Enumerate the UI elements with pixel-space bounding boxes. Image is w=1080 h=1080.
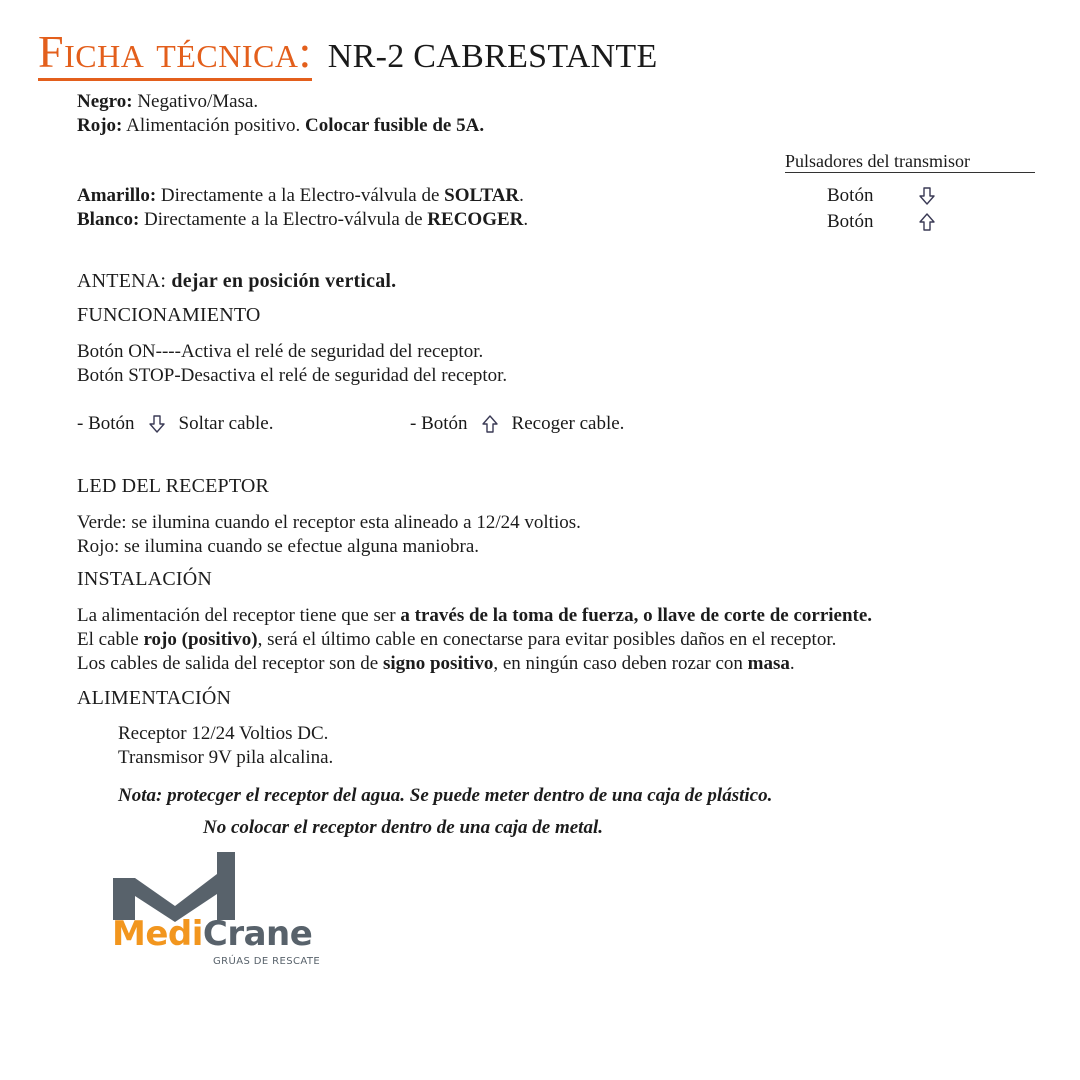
- wire-label: Blanco:: [77, 209, 140, 230]
- install-emphasis: masa: [747, 653, 790, 674]
- function-line: Botón ON----Activa el relé de seguridad del receptor.: [77, 341, 484, 362]
- section-heading-funcionamiento: FUNCIONAMIENTO: [77, 304, 261, 326]
- button-label: Botón: [827, 185, 874, 206]
- logo-tagline: GRÚAS DE RESCATE: [213, 956, 321, 967]
- antenna-note: [77, 269, 396, 293]
- transmitter-heading: Pulsadores del transmisor: [785, 150, 1035, 173]
- logo-wordmark: [112, 914, 312, 954]
- led-line: Rojo: se ilumina cuando se efectue alguna maniobra.: [77, 536, 480, 557]
- action-prefix: - Botón: [77, 413, 135, 434]
- note-metal: No colocar el receptor dentro de una caja de metal.: [203, 817, 603, 838]
- install-line: [77, 652, 795, 676]
- product-name: NR-2 CABRESTANTE: [327, 38, 658, 75]
- action-prefix: - Botón: [410, 413, 468, 434]
- action-soltar: [77, 412, 274, 436]
- wire-amarillo: [77, 184, 524, 208]
- arrow-down-icon: [149, 415, 165, 433]
- fuse-note: Colocar fusible de 5A.: [305, 115, 485, 136]
- punct: .: [523, 209, 529, 230]
- logo-medi: Medi: [112, 914, 203, 954]
- antenna-label: ANTENA:: [77, 270, 172, 292]
- install-emphasis: signo positivo: [383, 653, 494, 674]
- transmitter-buttons: [785, 150, 1035, 235]
- action-recoger: [410, 412, 624, 436]
- antenna-instruction: dejar en posición vertical.: [171, 270, 397, 292]
- valve-action: RECOGER: [427, 209, 524, 230]
- wire-negro: [77, 90, 258, 114]
- valve-action: SOLTAR: [444, 185, 520, 206]
- install-line: [77, 604, 872, 628]
- install-line: [77, 628, 836, 652]
- function-line: Botón STOP-Desactiva el relé de seguridad del receptor.: [77, 365, 508, 386]
- transmitter-row-up: [827, 209, 1035, 235]
- wire-desc: Negativo/Masa.: [132, 91, 259, 112]
- action-text: Recoger cable.: [511, 413, 625, 434]
- wire-blanco: [77, 208, 528, 232]
- wire-rojo: [77, 114, 484, 138]
- punct: .: [789, 653, 795, 674]
- install-text: La alimentación del receptor tiene que ser: [77, 605, 401, 626]
- logo-m-mark-icon: [113, 850, 238, 922]
- install-text: El cable: [77, 629, 144, 650]
- arrow-up-icon: [919, 213, 935, 231]
- power-line: Receptor 12/24 Voltios DC.: [118, 723, 329, 744]
- section-heading-alimentacion: ALIMENTACIÓN: [77, 687, 232, 709]
- power-line: Transmisor 9V pila alcalina.: [118, 747, 334, 768]
- logo-crane: Crane: [202, 914, 313, 954]
- transmitter-row-down: [827, 183, 1035, 209]
- punct: .: [519, 185, 524, 206]
- install-text: , será el último cable en conectarse para evitar posibles daños en el receptor.: [257, 629, 837, 650]
- button-label: Botón: [827, 211, 874, 232]
- led-line: Verde: se ilumina cuando el receptor esta alineado a 12/24 voltios.: [77, 512, 581, 533]
- arrow-up-icon: [482, 415, 498, 433]
- note-water: Nota: protecger el receptor del agua. Se puede meter dentro de una caja de plástico.: [118, 785, 773, 806]
- wire-desc: Alimentación positivo.: [122, 115, 305, 136]
- wire-label: Amarillo:: [77, 185, 157, 206]
- page-title: [38, 26, 658, 81]
- wire-desc: Directamente a la Electro-válvula de: [156, 185, 445, 206]
- install-emphasis: rojo (positivo): [143, 629, 258, 650]
- section-heading-instalacion: INSTALACIÓN: [77, 568, 213, 590]
- action-text: Soltar cable.: [178, 413, 274, 434]
- wire-label: Negro:: [77, 91, 133, 112]
- arrow-down-icon: [919, 187, 935, 205]
- install-text: Los cables de salida del receptor son de: [77, 653, 383, 674]
- title-label: Ficha técnica:: [38, 26, 312, 81]
- medicrane-logo: [110, 850, 340, 975]
- install-emphasis: a través de la toma de fuerza, o llave de corte de corriente.: [400, 605, 873, 626]
- wire-desc: Directamente a la Electro-válvula de: [139, 209, 428, 230]
- wire-label: Rojo:: [77, 115, 123, 136]
- install-text: , en ningún caso deben rozar con: [493, 653, 748, 674]
- section-heading-led: LED DEL RECEPTOR: [77, 475, 270, 497]
